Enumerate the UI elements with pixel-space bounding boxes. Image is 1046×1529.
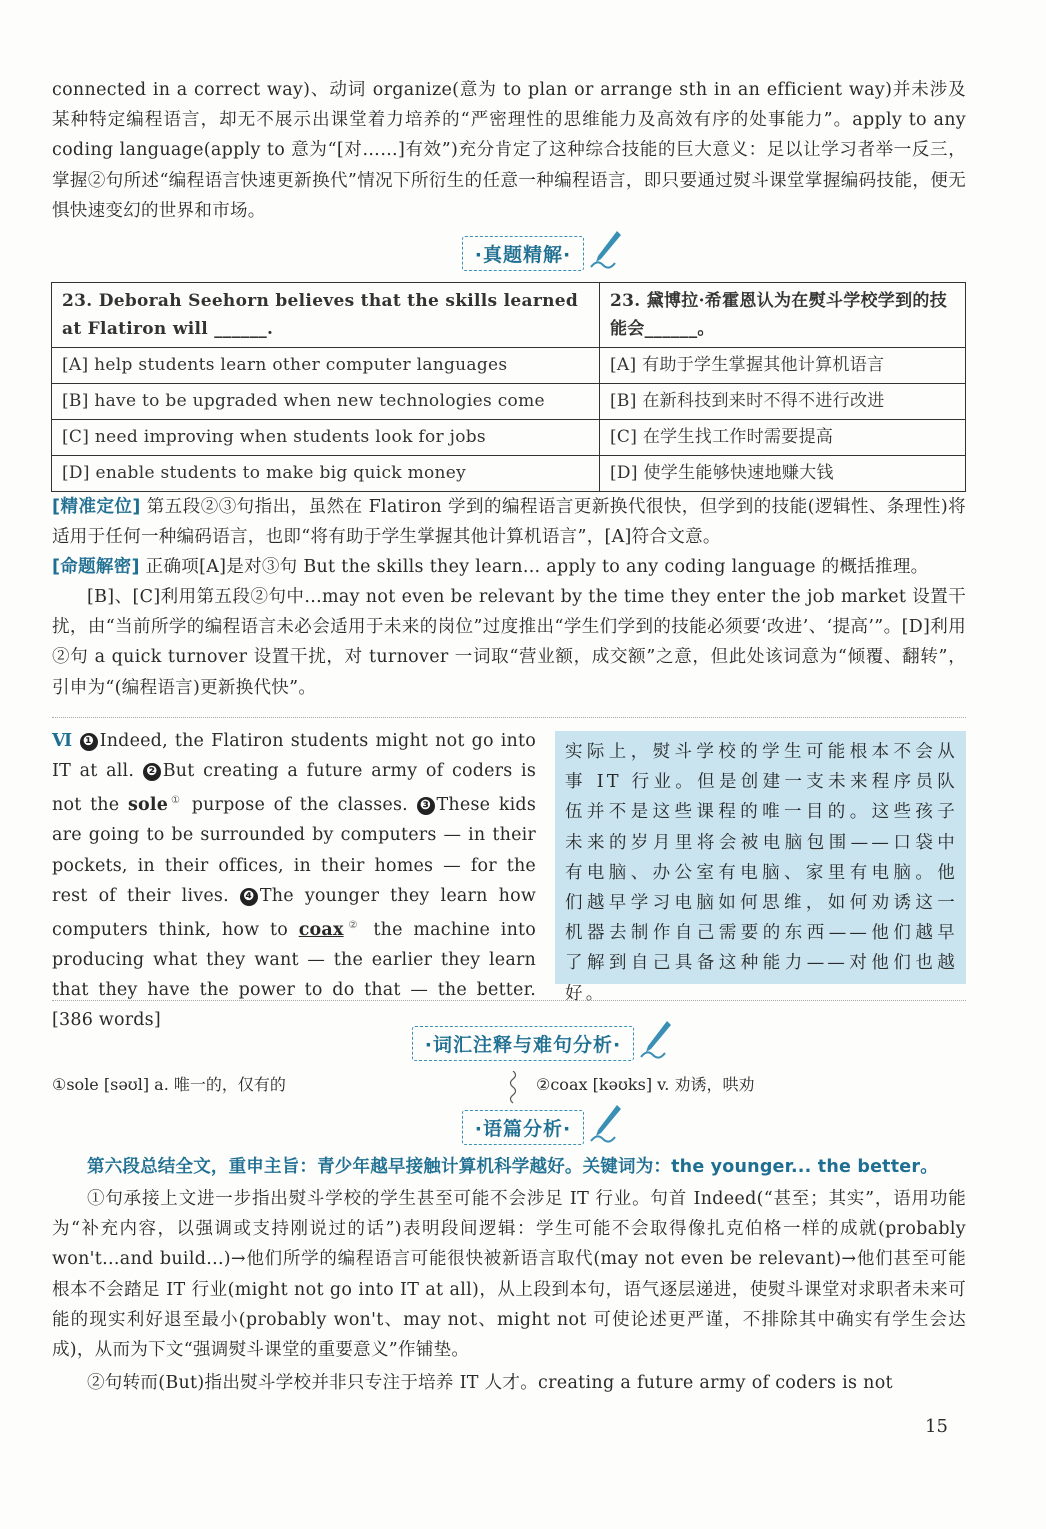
analysis-locate-text: 第五段②③句指出，虽然在 Flatiron 学到的编程语言更新换代很快，但学到的技能(逻辑性、条理性)将适用于任何一种编码语言，也即“将有助于学生掌握其他计算机语言”，[A]符合文意。: [52, 497, 966, 548]
question-stem-row: [52, 283, 966, 348]
page-number: 15: [925, 1416, 948, 1437]
heading-yupian-text: ·语篇分析·: [474, 1118, 572, 1140]
analysis-decode-text: 正确项[A]是对③句 But the skills they learn... apply to any coding language 的概括推理。: [145, 557, 929, 577]
sentence-marker-2: ❷: [143, 763, 161, 781]
wavy-divider-icon: [507, 1071, 519, 1105]
sentence-marker-3: ❸: [417, 797, 435, 815]
word-count: [386 words]: [52, 1010, 161, 1031]
heading-cihui-wrap: [0, 1026, 1046, 1062]
discourse-paragraph-1: ①句承接上文进一步指出熨斗学校的学生甚至可能不会涉足 IT 行业。句首 Indeed(“甚至；其实”，语用功能为“补充内容，以强调或支持刚说过的话”)表明段间逻辑：学生可能不会取得像扎克伯格一样的成就(probably won't...and build...)→他们所学的编程语言可能很快被新语言取代(may not even be relevant)→他们甚至可能根本不会踏足 IT 行业(might not go into IT at all)，从上段到本句，语气逐层递进，使熨斗课堂对求职者未来可能的现实利好退至最小(probably won't、may not、might not 可使论述更严谨，不排除其中确实有学生会达成)，从而为下文“强调熨斗课堂的重要意义”作铺垫。: [52, 1189, 966, 1361]
option-c-en: [C] need improving when students look for jobs: [52, 420, 600, 456]
discourse-paragraph-2: ②句转而(But)指出熨斗学校并非只专注于培养 IT 人才。creating a future army of coders is not: [87, 1373, 893, 1393]
paragraph-number: Ⅵ: [52, 731, 74, 751]
option-row-a: [52, 348, 966, 384]
heading-zhenti-text: ·真题精解·: [474, 244, 572, 266]
intro-paragraph: connected in a correct way)、动词 organize(意为 to plan or arrange sth in an efficient way)并未涉及某种特定编程语言，却无不展示出课堂着力培养的“严密理性的思维能力及高效有序的处事能力”。apply to any coding language(apply to 意为“[对……]有效”)充分肯定了这种综合技能的巨大意义：足以让学习者举一反三，掌握②句所述“编程语言快速更新换代”情况下所衍生的任意一种编程语言，即只要通过熨斗课堂掌握编码技能，便无惧快速变幻的世界和市场。: [52, 80, 966, 221]
heading-zhenti: [462, 236, 584, 271]
option-d-en: [D] enable students to make big quick money: [52, 456, 600, 492]
translation-box: 实际上，熨斗学校的学生可能根本不会从事 IT 行业。但是创建一支未来程序员队伍并不是这些课程的唯一目的。这些孩子未来的岁月里将会被电脑包围——口袋中有电脑、办公室有电脑、家里有电脑。他们越早学习电脑如何思维，如何劝诱这一机器去制作自己需要的东西——他们越早了解到自己具备这种能力——对他们也越好。: [555, 731, 966, 984]
discourse-summary: 第六段总结全文，重申主旨：青少年越早接触计算机科学越好。关键词为：the younger... the better。: [87, 1157, 938, 1177]
question-stem-en: 23. Deborah Seehorn believes that the skills learned at Flatiron will ______.: [52, 283, 600, 348]
divider-top: [52, 717, 966, 718]
option-d-zh: [D] 使学生能够快速地赚大钱: [600, 456, 966, 492]
heading-yupian-wrap: [0, 1110, 1046, 1146]
option-b-en: [B] have to be upgraded when new technologies come: [52, 384, 600, 420]
heading-cihui-text: ·词汇注释与难句分析·: [424, 1034, 622, 1056]
option-a-en: [A] help students learn other computer languages: [52, 348, 600, 384]
pen-icon: [589, 1103, 623, 1143]
question-stem-zh: 23. 黛博拉·希霍恩认为在熨斗学校学到的技能会______。: [600, 283, 966, 348]
option-row-b: [52, 384, 966, 420]
sentence-marker-4: ❹: [240, 888, 258, 906]
sentence-3: These kids are going to be surrounded by computers — in their pockets, in their offices, in their homes — for the rest of their lives.: [52, 795, 537, 906]
analysis-distractors: [B]、[C]利用第五段②句中...may not even be relevant by the time they enter the job market 设置干扰，由“当前所学的编程语言未必会适用于未来的岗位”过度推出“学生们学到的技能必须要‘改进’、‘提高’”。[D]利用②句 a quick turnover 设置干扰，对 turnover 一词取“营业额，成交额”之意，但此处该词意为“倾覆、翻转”，引申为“(编程语言)更新换代快”。: [52, 587, 966, 698]
option-a-zh: [A] 有助于学生掌握其他计算机语言: [600, 348, 966, 384]
vocab-word-sole: sole: [128, 795, 169, 816]
heading-cihui: [412, 1026, 634, 1061]
footnote-mark-1: ①: [168, 795, 184, 807]
tag-decode: [命题解密]: [52, 557, 140, 577]
vocab-coax: ②coax [kəʊks] v. 劝诱，哄劝: [536, 1075, 755, 1094]
footnote-mark-2: ②: [343, 920, 363, 932]
heading-yupian: [462, 1110, 584, 1145]
option-c-zh: [C] 在学生找工作时需要提高: [600, 420, 966, 456]
analysis-locate: [52, 492, 966, 552]
sentence-2a: But creating a future army of coders is not the: [52, 761, 537, 816]
option-row-d: [52, 456, 966, 492]
sentence-4a: The younger they learn how computers think, how to: [52, 885, 536, 940]
heading-zhenti-wrap: [0, 236, 1046, 272]
divider-bottom: [52, 1000, 966, 1001]
sentence-marker-1: ❶: [80, 733, 98, 751]
question-table: [51, 282, 966, 492]
pen-icon: [639, 1019, 673, 1059]
passage-paragraph: [52, 726, 536, 1036]
sentence-1: Indeed, the Flatiron students might not go into IT at all.: [52, 731, 536, 782]
sentence-2b: purpose of the classes.: [191, 795, 408, 816]
vocab-word-coax: coax: [298, 919, 344, 940]
tag-locate: [精准定位]: [52, 497, 141, 517]
option-b-zh: [B] 在新科技到来时不得不进行改进: [600, 384, 966, 420]
vocab-sole: ①sole [səʊl] a. 唯一的，仅有的: [52, 1075, 286, 1094]
pen-icon: [589, 229, 623, 269]
sentence-4b: the machine into producing what they want — the earlier they learn that they have the power to do that — the better.: [52, 919, 537, 1001]
analysis-decode: [52, 552, 966, 582]
option-row-c: [52, 420, 966, 456]
